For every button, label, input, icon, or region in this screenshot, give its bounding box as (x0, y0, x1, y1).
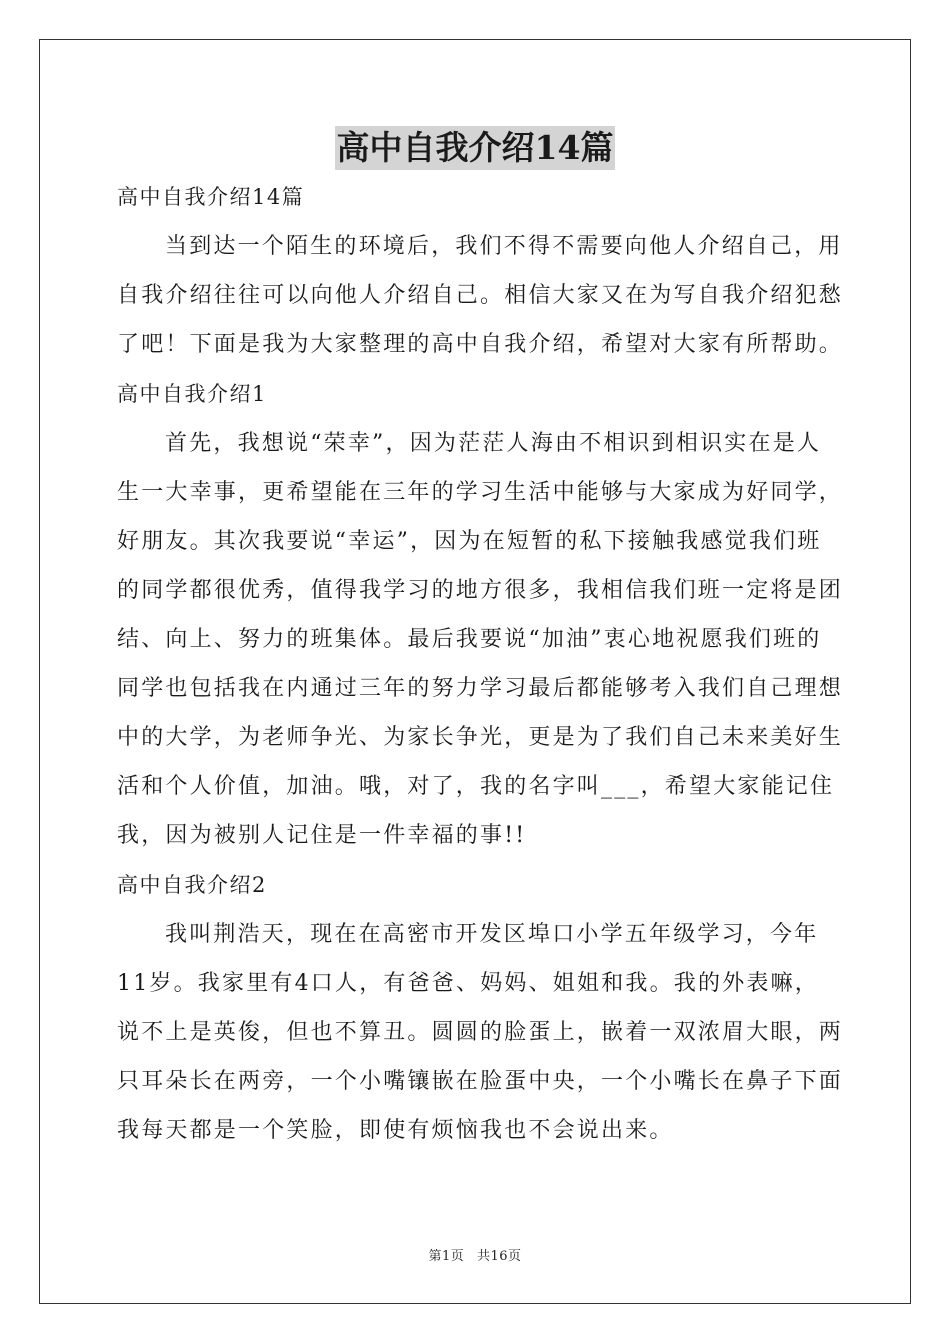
paragraph-line: 我叫荆浩天，现在在高密市开发区埠口小学五年级学习，今年 (165, 922, 819, 947)
paragraph-line: 只耳朵长在两旁，一个小嘴镶嵌在脸蛋中央，一个小嘴长在鼻子下面 (117, 1069, 844, 1094)
paragraph-line: 中的大学，为老师争光、为家长争光，更是为了我们自己未来美好生 (117, 725, 844, 750)
title-container (0, 126, 950, 170)
paragraph-line: 的同学都很优秀，值得我学习的地方很多，我相信我们班一定将是团 (117, 578, 844, 603)
intro-paragraph (117, 228, 844, 364)
paragraph-line: 我每天都是一个笑脸，即使有烦恼我也不会说出来。 (117, 1118, 674, 1143)
section-heading-2: 高中自我介绍2 (117, 873, 267, 897)
paragraph-line: 我，因为被别人记住是一件幸福的事!! (117, 823, 527, 848)
paragraph-line: 首先，我想说“荣幸”，因为茫茫人海由不相识到相识实在是人 (165, 431, 822, 456)
page-footer (0, 1245, 950, 1264)
paragraph-line: 结、向上、努力的班集体。最后我要说“加油”衷心地祝愿我们班的 (117, 627, 822, 652)
paragraph-line: 说不上是英俊，但也不算丑。圆圆的脸蛋上，嵌着一双浓眉大眼，两 (117, 1020, 844, 1045)
subtitle: 高中自我介绍14篇 (117, 185, 305, 209)
paragraph-line: 活和个人价值，加油。哦，对了，我的名字叫___，希望大家能记住 (117, 774, 835, 799)
paragraph-line: 生一大幸事，更希望能在三年的学习生活中能够与大家成为好同学， (117, 480, 844, 505)
document-title: 高中自我介绍14篇 (335, 126, 616, 170)
section-1-paragraph (117, 425, 844, 855)
document-body (117, 178, 844, 1150)
section-heading-1: 高中自我介绍1 (117, 382, 267, 406)
paragraph-line: 自我介绍往往可以向他人介绍自己。相信大家又在为写自我介绍犯愁 (117, 283, 844, 308)
page-number: 第1页 (428, 1249, 465, 1264)
paragraph-line: 11岁。我家里有4口人，有爸爸、妈妈、姐姐和我。我的外表嘛， (117, 971, 819, 996)
paragraph-line: 好朋友。其次我要说“幸运”，因为在短暂的私下接触我感觉我们班 (117, 529, 822, 554)
paragraph-line: 了吧！下面是我为大家整理的高中自我介绍，希望对大家有所帮助。 (117, 332, 844, 357)
paragraph-line: 当到达一个陌生的环境后，我们不得不需要向他人介绍自己，用 (165, 234, 843, 259)
paragraph-line: 同学也包括我在内通过三年的努力学习最后都能够考入我们自己理想 (117, 676, 844, 701)
section-2-paragraph (117, 916, 844, 1150)
page-total: 共16页 (476, 1249, 522, 1264)
